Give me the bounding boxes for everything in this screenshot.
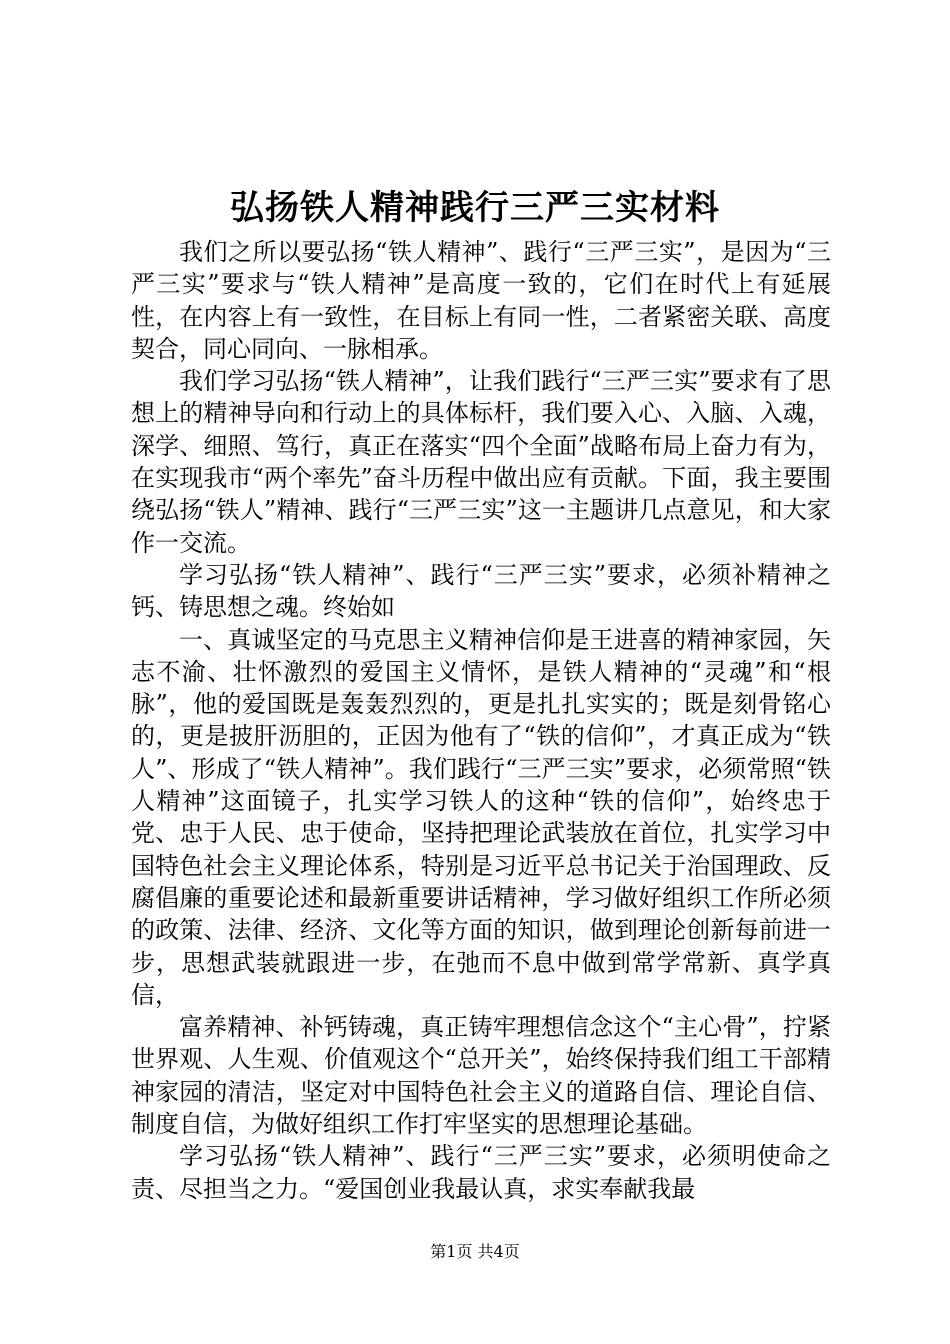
- document-body: [131, 236, 831, 1205]
- paragraph-6: 学习弘扬“铁人精神”、践行“三严三实”要求，必须明使命之责、尽担当之力。“爱国创业我最认真，求实奉献我最: [131, 1142, 831, 1203]
- document-title: 弘扬铁人精神践行三严三实材料: [230, 188, 720, 228]
- paragraph-1: 我们之所以要弘扬“铁人精神”、践行“三严三实”，是因为“三严三实”要求与“铁人精神”是高度一致的，它们在时代上有延展性，在内容上有一致性，在目标上有同一性，二者紧密关联、高度契合，同心同向、一脉相承。: [131, 238, 831, 363]
- paragraph-4: 一、真诚坚定的马克思主义精神信仰是王进喜的精神家园，矢志不渝、壮怀激烈的爱国主义情怀，是铁人精神的“灵魂”和“根脉”，他的爱国既是轰轰烈烈的，更是扎扎实实的；既是刻骨铭心的，更是披肝沥胆的，正因为他有了“铁的信仰”，才真正成为“铁人”、形成了“铁人精神”。我们践行“三严三实”要求，必须常照“铁人精神”这面镜子，扎实学习铁人的这种“铁的信仰”，始终忠于党、忠于人民、忠于使命，坚持把理论武装放在首位，扎实学习中国特色社会主义理论体系，特别是习近平总书记关于治国理政、反腐倡廉的重要论述和最新重要讲话精神，学习做好组织工作所必须的政策、法律、经济、文化等方面的知识，做到理论创新每前进一步，思想武装就跟进一步，在弛而不息中做到常学常新、真学真信，: [131, 625, 831, 1009]
- paragraph-3: 学习弘扬“铁人精神”、践行“三严三实”要求，必须补精神之钙、铸思想之魂。终始如: [131, 560, 831, 622]
- paragraph-2: 我们学习弘扬“铁人精神”，让我们践行“三严三实”要求有了思想上的精神导向和行动上的具体标杆，我们要入心、入脑、入魂，深学、细照、笃行，真正在落实“四个全面”战略布局上奋力有为，在实现我市“两个率先”奋斗历程中做出应有贡献。下面，我主要围绕弘扬“铁人”精神、践行“三严三实”这一主题讲几点意见，和大家作一交流。: [131, 367, 831, 557]
- paragraph-5: 富养精神、补钙铸魂，真正铸牢理想信念这个“主心骨”，拧紧世界观、人生观、价值观这个“总开关”，始终保持我们组工干部精神家园的清洁，坚定对中国特色社会主义的道路自信、理论自信、制度自信，为做好组织工作打牢坚实的思想理论基础。: [131, 1013, 831, 1139]
- page-footer: 第1页 共4页: [430, 1242, 520, 1261]
